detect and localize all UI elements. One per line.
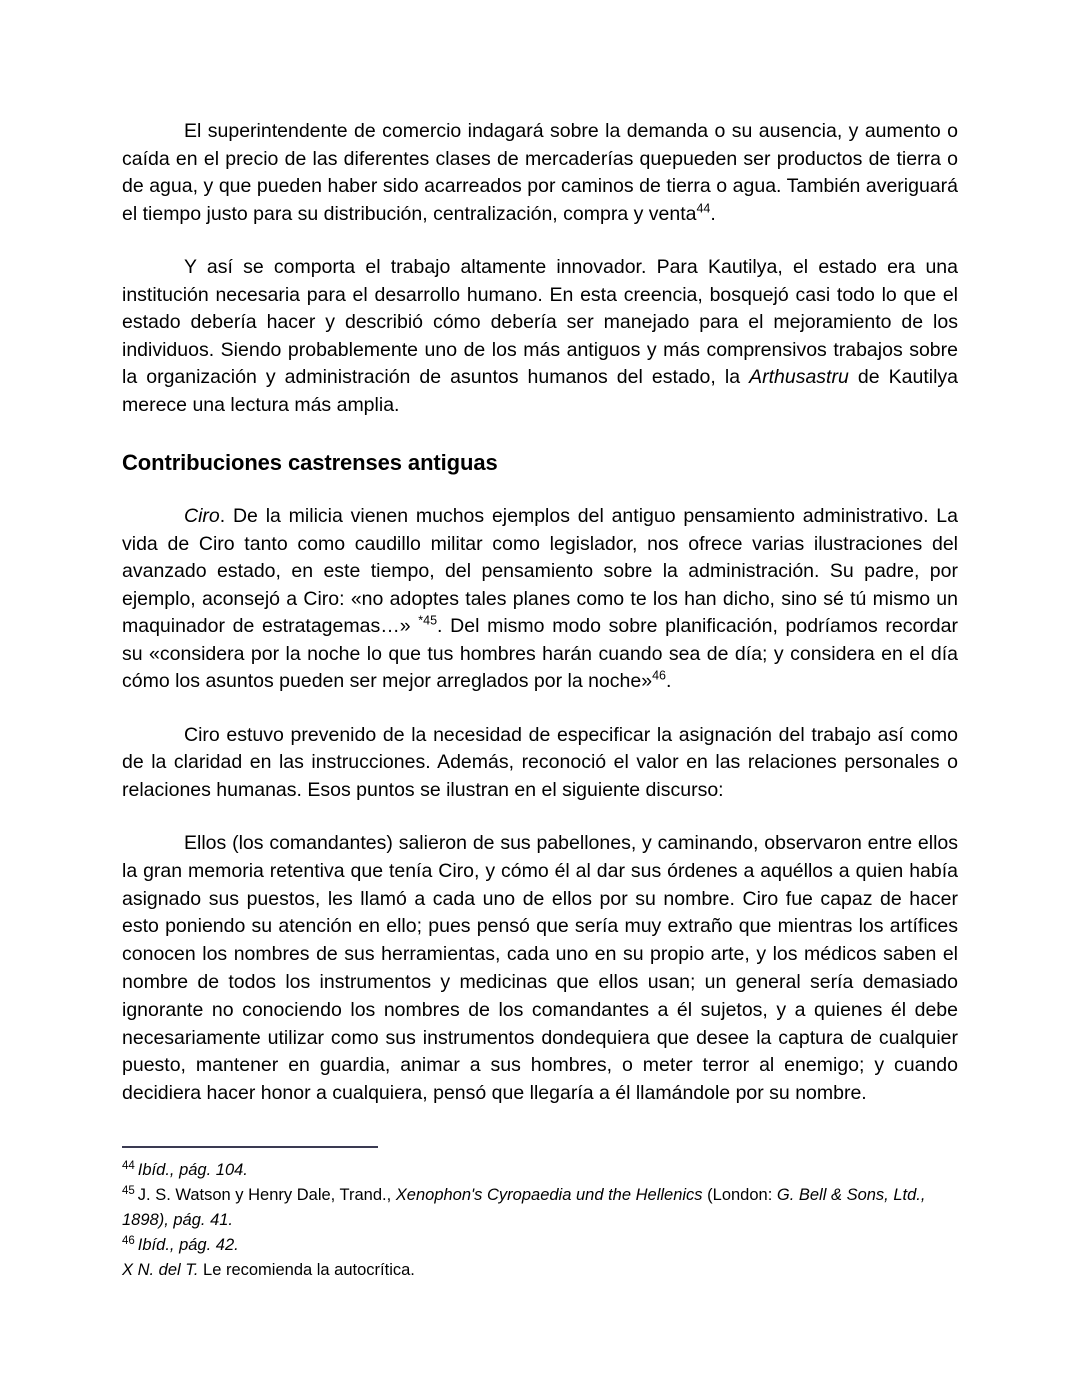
paragraph-kautilya <box>122 254 958 419</box>
paragraph-asignacion <box>122 722 958 805</box>
paragraph-3-part-1: . De la milicia vienen muchos ejemplos del antiguo pensamiento administrativo. La vida de Ciro tanto como caudillo militar como legislador, nos ofrece varias ilustraciones del avanzado estado, en este tiempo, del pensamiento sobre la administración. Su padre, por ejemplo, aconsejó a Ciro: «no adoptes tales planes como te los han dicho, sino sé tú mismo un maquinador de estratagemas…» <box>122 505 958 637</box>
paragraph-5-text: Ellos (los comandantes) salieron de sus pabellones, y caminando, observaron entre ellos la gran memoria retentiva que tenía Ciro, y cómo él al dar sus órdenes a aquéllos a quien había asignado sus puestos, les llamó a cada uno de ellos por su nombre. Ciro fue capaz de hacer esto poniendo su atención en ello; pues pensó que sería muy extraño que mientras los artífices conocen los nombres de sus herramientas, cada uno en su propio arte, y los médicos saben el nombre de todos los instrumentos y medicinas que ellos usan; un general sería demasiado ignorante no conociendo los nombres de los comandantes a él sujetos, y a quienes él debe necesariamente utilizar como sus instrumentos dondequiera que desee la captura de cualquier puesto, mantener en guardia, animar a sus hombres, o meter terror al enemigo; y cuando decidiera hacer honor a cualquiera, pensó que llegaría a él llamándole por su nombre. <box>122 832 958 1105</box>
footnote-number-46: 46 <box>122 1234 135 1247</box>
footnote-45-mid: (London: <box>702 1186 777 1204</box>
footnote-ref-46[interactable]: 46 <box>652 668 666 683</box>
heading-spacer-above <box>122 419 958 449</box>
footnote-separator-rule <box>122 1146 378 1148</box>
paragraph-spacer <box>122 228 958 254</box>
paragraph-4-text: Ciro estuvo prevenido de la necesidad de especificar la asignación del trabajo así como de la claridad en las instrucciones. Además, reconoció el valor en las relaciones personales o relaciones humanas. Esos puntos se ilustran en el siguiente discurso: <box>122 723 958 801</box>
footnote-item-translator-note <box>122 1258 958 1283</box>
paragraph-spacer-3 <box>122 804 958 830</box>
paragraph-1-text: El superintendente de comercio indagará sobre la demanda o su ausencia, y aumento o caída en el precio de las diferentes clases de mercaderías quepueden ser productos de tierra o de agua, y que pueden haber sido acarreados por caminos de tierra o agua. También averiguará el tiempo justo para su distribución, centralización, compra y venta <box>122 120 958 225</box>
footnote-45-title: Xenophon's Cyropaedia und the Hellenics <box>395 1186 703 1204</box>
footnote-46-italic: Ibíd., pág. 42. <box>137 1236 239 1254</box>
paragraph-superintendente <box>122 118 958 228</box>
footnotes-section <box>122 1146 958 1283</box>
paragraph-1-tail: . <box>710 202 716 225</box>
footnote-item-45 <box>122 1183 958 1233</box>
footnote-45-lead: J. S. Watson y Henry Dale, Trand., <box>137 1186 396 1204</box>
heading-spacer-below <box>122 477 958 503</box>
section-heading: Contribuciones castrenses antiguas <box>122 450 498 475</box>
footnote-ref-44[interactable]: 44 <box>696 201 711 215</box>
term-ciro: Ciro <box>184 505 220 527</box>
footnote-ref-45[interactable]: *45 <box>418 613 438 628</box>
footnote-number-44: 44 <box>122 1159 135 1172</box>
footnote-number-45: 45 <box>122 1184 135 1197</box>
paragraph-2-lead: Y así se comporta el trabajo altamente innovador. Para Kautilya, el estado era una institución necesaria para el desarrollo humano. En esta creencia, bosquejó casi todo lo que el estado debería hacer y describió cómo debería ser manejado para el mejoramiento de los individuos. Siendo probablemente uno de los más antiguos y más comprensivos trabajos sobre la organización y administración de asuntos humanos del estado, la <box>122 256 958 388</box>
footnote-44-italic: Ibíd., pág. 104. <box>137 1161 248 1179</box>
paragraph-quotation-comandantes <box>122 830 958 1108</box>
footnote-item-46 <box>122 1233 958 1258</box>
paragraph-2-tail: de Kautilya merece una lectura más amplia. <box>122 366 958 416</box>
page-content <box>122 118 958 1108</box>
footnote-45-publisher: G. Bell & Sons, Ltd., 1898), pág. 41. <box>122 1186 926 1229</box>
paragraph-3-part-2: . Del mismo modo sobre planificación, podríamos recordar su «considera por la noche lo que tus hombres harán cuando sea de día; y considera en el día cómo los asuntos pueden ser mejor arreglados por la noche» <box>122 615 958 692</box>
translator-note-label: X N. del T. <box>122 1261 199 1279</box>
paragraph-3-part-3: . <box>665 670 672 692</box>
work-title-arthusastru: Arthusastru <box>749 366 849 388</box>
paragraph-ciro <box>122 503 958 696</box>
paragraph-spacer-2 <box>122 696 958 722</box>
translator-note-text: Le recomienda la autocrítica. <box>198 1261 415 1279</box>
footnote-item-44 <box>122 1158 958 1183</box>
